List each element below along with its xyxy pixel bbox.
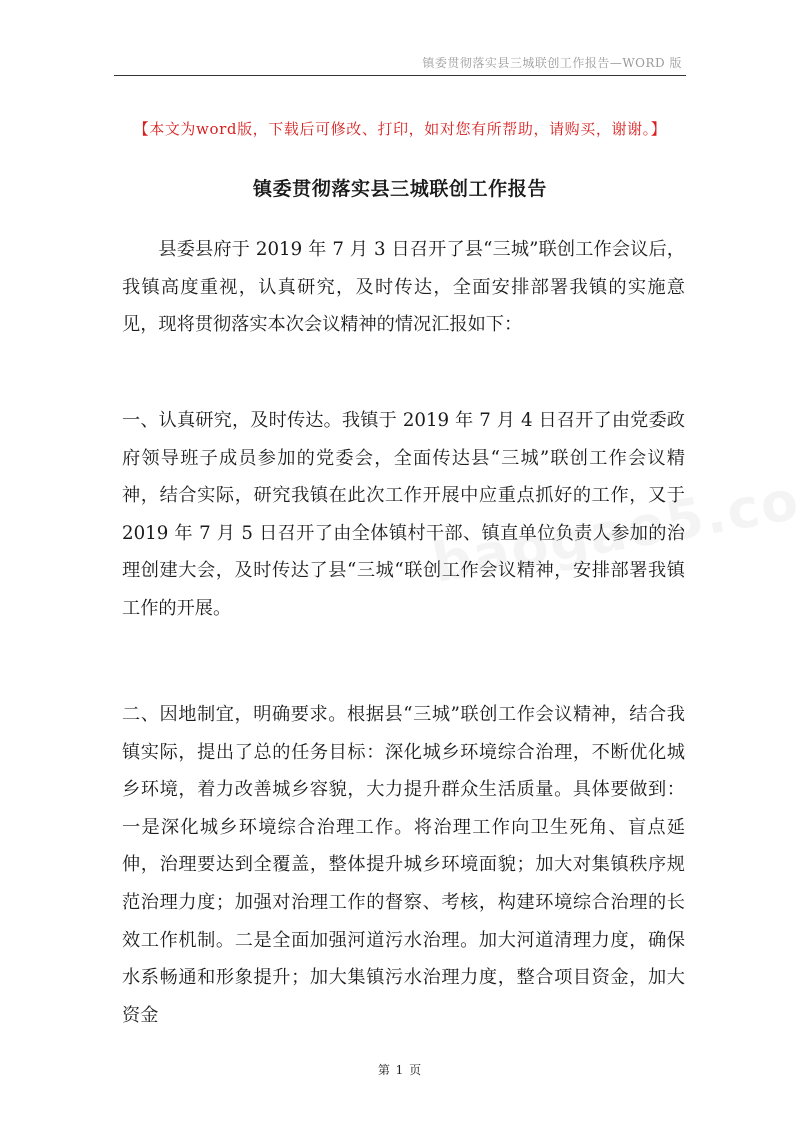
paragraph-section-two: [122, 696, 685, 1034]
page-number: 第 1 页: [377, 1063, 423, 1077]
purchase-notice: 【本文为word版，下载后可修改、打印，如对您有所帮助，请购买，谢谢。】: [133, 120, 667, 138]
document-title: 镇委贯彻落实县三城联创工作报告: [252, 178, 547, 200]
paragraph-text: 一、认真研究，及时传达。我镇于 2019 年 7 月 4 日召开了由党委政府领导班子成员参加的党委会，全面传达县“三城”联创工作会议精神，结合实际，研究我镇在此次工作开展中应重点抓好的工作，又于 2019 年 7 月 5 日召开了由全体镇村干部、镇直单位负责人参加的治理创建大会，及时传达了县“三城“联创工作会议精神，安排部署我镇工作的开展。: [122, 410, 685, 619]
paragraph-text: 二、因地制宜，明确要求。根据县“三城”联创工作会议精神，结合我镇实际，提出了总的任务目标：深化城乡环境综合治理，不断优化城乡环境，着力改善城乡容貌，大力提升群众生活质量。具体要做到：一是深化城乡环境综合治理工作。将治理工作向卫生死角、盲点延伸，治理要达到全覆盖，整体提升城乡环境面貌；加大对集镇秩序规范治理力度；加强对治理工作的督察、考核，构建环境综合治理的长效工作机制。二是全面加强河道污水治理。加大河道清理力度，确保水系畅通和形象提升；加大集镇污水治理力度，整合项目资金，加大资金: [122, 704, 685, 1026]
header-divider: [114, 75, 686, 76]
paragraph-intro: [122, 231, 685, 344]
paragraph-text: 县委县府于 2019 年 7 月 3 日召开了县“三城”联创工作会议后，我镇高度重视，认真研究，及时传达，全面安排部署我镇的实施意见，现将贯彻落实本次会议精神的情况汇报如下：: [122, 239, 685, 336]
running-header: 镇委贯彻落实县三城联创工作报告—WORD 版: [422, 56, 682, 70]
